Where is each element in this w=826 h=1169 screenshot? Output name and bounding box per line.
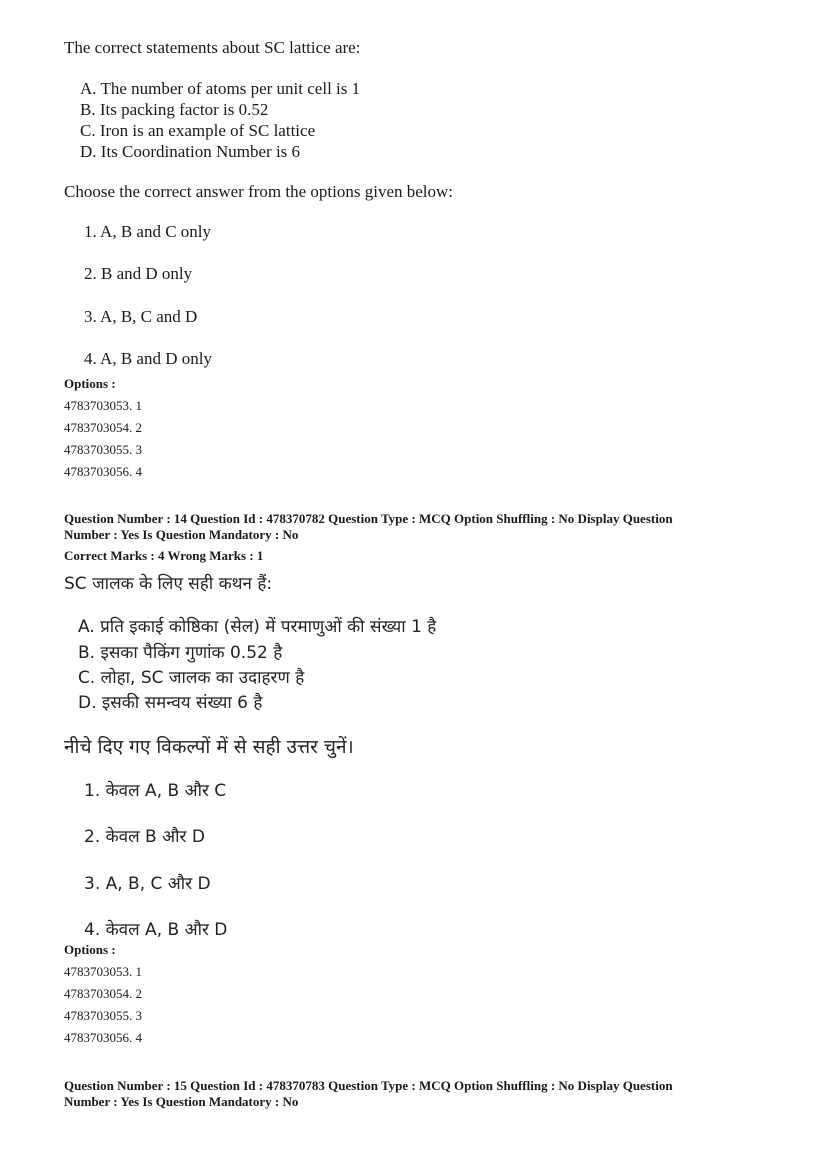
choice-2: 2. B and D only xyxy=(84,264,193,283)
question-stem-hindi: SC जालक के लिए सही कथन हैं: xyxy=(64,574,273,594)
statement-a: A. The number of atoms per unit cell is 1 xyxy=(80,79,361,98)
question-meta xyxy=(64,1078,764,1110)
marks-info: Correct Marks : 4 Wrong Marks : 1 xyxy=(64,548,264,563)
option-id-3: 4783703055. 3 xyxy=(64,442,142,457)
option-id-3: 4783703055. 3 xyxy=(64,1008,142,1023)
choice-2-hindi: 2. केवल B और D xyxy=(84,827,205,847)
option-id-4: 4783703056. 4 xyxy=(64,1030,142,1045)
question-meta xyxy=(64,511,764,543)
option-id-1: 4783703053. 1 xyxy=(64,398,142,413)
instruction-hindi: नीचे दिए गए विकल्पों में से सही उत्तर चुनें। xyxy=(64,736,354,758)
option-id-4: 4783703056. 4 xyxy=(64,464,142,479)
statement-a-hindi: A. प्रति इकाई कोष्ठिका (सेल) में परमाणुओं की संख्या 1 है xyxy=(78,617,437,637)
choice-3-hindi: 3. A, B, C और D xyxy=(84,874,211,894)
statement-b-hindi: B. इसका पैकिंग गुणांक 0.52 है xyxy=(78,643,283,663)
question-stem: The correct statements about SC lattice are: xyxy=(64,38,361,57)
choice-1: 1. A, B and C only xyxy=(84,222,212,241)
statement-b: B. Its packing factor is 0.52 xyxy=(80,100,269,119)
statement-c-hindi: C. लोहा, SC जालक का उदाहरण है xyxy=(78,668,305,688)
options-label: Options : xyxy=(64,376,116,391)
question-meta-line2: Number : Yes Is Question Mandatory : No xyxy=(64,527,299,542)
choice-4-hindi: 4. केवल A, B और D xyxy=(84,920,228,940)
instruction: Choose the correct answer from the options given below: xyxy=(64,182,454,201)
statement-d-hindi: D. इसकी समन्वय संख्या 6 है xyxy=(78,693,263,713)
choice-4: 4. A, B and D only xyxy=(84,349,212,368)
option-id-1: 4783703053. 1 xyxy=(64,964,142,979)
statement-c: C. Iron is an example of SC lattice xyxy=(80,121,316,140)
question-meta-line1: Question Number : 15 Question Id : 478370783 Question Type : MCQ Option Shuffling : No Display Question xyxy=(64,1078,673,1093)
statement-d: D. Its Coordination Number is 6 xyxy=(80,142,301,161)
choice-3: 3. A, B, C and D xyxy=(84,307,198,326)
option-id-2: 4783703054. 2 xyxy=(64,986,142,1001)
option-id-2: 4783703054. 2 xyxy=(64,420,142,435)
choice-1-hindi: 1. केवल A, B और C xyxy=(84,781,227,801)
question-meta-line1: Question Number : 14 Question Id : 478370782 Question Type : MCQ Option Shuffling : No Display Question xyxy=(64,511,673,526)
question-meta-line2: Number : Yes Is Question Mandatory : No xyxy=(64,1094,299,1109)
options-label: Options : xyxy=(64,942,116,957)
